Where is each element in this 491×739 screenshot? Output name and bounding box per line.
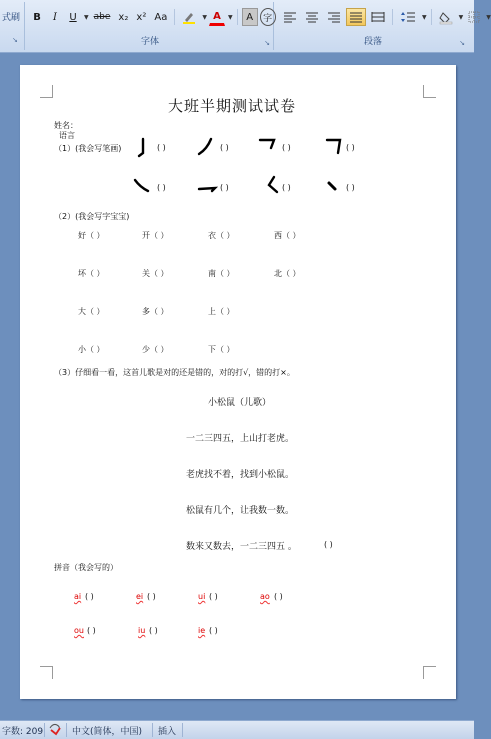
document-area[interactable] (0, 53, 474, 720)
insert-mode-status[interactable]: 插入 (158, 727, 177, 737)
word-blank[interactable]: 小（ ） (78, 345, 105, 354)
separator (431, 9, 432, 25)
proofing-status[interactable] (48, 722, 62, 738)
blank-paren[interactable]: ( ) (282, 183, 291, 192)
pinyin-syllable: ao (260, 592, 270, 601)
italic-button[interactable]: I (53, 11, 57, 23)
ribbon (0, 0, 491, 53)
separator (392, 9, 393, 25)
align-left-button[interactable] (280, 8, 300, 26)
align-left-icon (283, 11, 297, 23)
font-group-label: 字体 (140, 37, 159, 47)
margin-corner-mark (423, 85, 436, 98)
word-count[interactable]: 字数: 209 (2, 727, 44, 737)
highlighter-icon (182, 10, 196, 24)
word-blank[interactable]: 北（ ） (274, 269, 301, 278)
word-blank[interactable]: 关（ ） (142, 269, 169, 278)
blank-paren[interactable]: ( ) (274, 592, 283, 601)
font-color-dropdown-icon[interactable]: ▼ (227, 13, 233, 21)
bold-button[interactable]: B (33, 11, 41, 23)
pinyin-syllable: ui (198, 592, 206, 601)
q1-label: （1）(我会写笔画) (54, 144, 122, 153)
line-spacing-dropdown-icon[interactable]: ▼ (422, 13, 427, 21)
blank-paren[interactable]: ( ) (147, 592, 156, 601)
margin-corner-mark (423, 666, 436, 679)
distribute-button[interactable] (368, 8, 388, 26)
word-blank[interactable]: 大（ ） (78, 307, 105, 316)
poem-title: 小松鼠（儿歌） (208, 398, 272, 408)
borders-dropdown-icon[interactable]: ▼ (486, 13, 491, 21)
poem-line: 老虎找不着，找到小松鼠。 (186, 470, 295, 480)
distribute-icon (371, 11, 385, 23)
stroke-shuguo-icon (136, 137, 150, 159)
poem-line: 松鼠有几个，让我数一数。 (186, 506, 295, 516)
poem-line: 数来又数去，一二三四五 。 (186, 542, 297, 552)
superscript-button[interactable]: x² (136, 11, 147, 23)
subject-label: 语言 (59, 131, 75, 140)
blank-paren[interactable]: ( ) (220, 183, 229, 192)
name-label: 姓名： (54, 121, 78, 130)
align-center-icon (305, 11, 319, 23)
underline-dropdown-icon[interactable]: ▼ (84, 13, 89, 21)
margin-corner-mark (40, 666, 53, 679)
separator (152, 723, 153, 737)
word-blank[interactable]: 衣（ ） (208, 231, 235, 240)
word-blank[interactable]: 少（ ） (142, 345, 169, 354)
font-color-button[interactable]: A (209, 8, 225, 26)
paragraph-dialog-launcher-icon[interactable]: ↘ (459, 39, 465, 47)
word-blank[interactable]: 好（ ） (78, 231, 105, 240)
blank-paren[interactable]: ( ) (220, 143, 229, 152)
pinyin-syllable: ai (74, 592, 82, 601)
blank-paren[interactable]: ( ) (209, 592, 218, 601)
separator (66, 723, 67, 737)
blank-paren[interactable]: ( ) (282, 143, 291, 152)
word-blank[interactable]: 坏（ ） (78, 269, 105, 278)
pinyin-syllable: ou (74, 626, 84, 635)
spelling-check-icon (48, 722, 62, 735)
word-blank[interactable]: 南（ ） (208, 269, 235, 278)
q2-label: （2）(我会写字宝宝) (54, 212, 130, 221)
blank-paren[interactable]: ( ) (346, 183, 355, 192)
blank-paren[interactable]: ( ) (346, 143, 355, 152)
format-painter-label: 式刷 (2, 13, 21, 23)
blank-paren[interactable]: ( ) (157, 143, 166, 152)
font-group (27, 2, 274, 50)
align-right-icon (327, 11, 341, 23)
separator (237, 9, 238, 25)
word-blank[interactable]: 上（ ） (208, 307, 235, 316)
blank-paren[interactable]: ( ) (85, 592, 94, 601)
stroke-hengzhegou-icon (325, 137, 345, 159)
subscript-button[interactable]: x₂ (118, 11, 129, 23)
poem-line: 一二三四五，上山打老虎。 (186, 434, 295, 444)
pinyin-syllable: ei (136, 592, 144, 601)
highlight-button[interactable] (179, 8, 199, 26)
borders-button[interactable] (465, 8, 483, 26)
separator (182, 723, 183, 737)
paint-bucket-icon (439, 10, 453, 24)
word-blank[interactable]: 多（ ） (142, 307, 169, 316)
separator (44, 723, 45, 737)
language-status[interactable]: 中文(简体，中国) (72, 727, 143, 737)
clipboard-expand-icon[interactable]: ↘ (12, 36, 18, 44)
justify-icon (349, 11, 363, 23)
stroke-dian-icon (325, 179, 339, 193)
border-grid-icon (468, 11, 480, 23)
stroke-henggou-icon (197, 181, 219, 195)
blank-paren[interactable]: ( ) (157, 183, 166, 192)
document-page[interactable] (20, 65, 456, 699)
justify-button[interactable] (346, 8, 366, 26)
margin-corner-mark (40, 85, 53, 98)
pinyin-syllable: ie (198, 626, 206, 635)
separator (174, 9, 175, 25)
pinyin-label: 拼音（我会写的） (54, 563, 118, 572)
enclose-char-button[interactable]: 字 (260, 8, 276, 26)
stroke-piedian-icon (266, 175, 280, 195)
word-blank[interactable]: 开（ ） (142, 231, 169, 240)
status-bar (0, 720, 474, 739)
format-painter-group[interactable] (0, 2, 25, 50)
page-title: 大班半期测试试卷 (168, 97, 297, 115)
poem-answer-paren[interactable]: ( ) (324, 540, 333, 549)
stroke-hengzhe-icon (258, 137, 278, 157)
stroke-na-icon (132, 177, 150, 195)
shading-dropdown-icon[interactable]: ▼ (458, 13, 464, 21)
blank-paren[interactable]: ( ) (87, 626, 96, 635)
shading-button[interactable] (436, 8, 456, 26)
q3-label: （3）仔细看一看，这首儿歌是对的还是错的，对的打√，错的打×。 (54, 368, 295, 377)
line-spacing-icon (400, 11, 416, 23)
stroke-pie-icon (197, 137, 213, 157)
font-dialog-launcher-icon[interactable]: ↘ (264, 39, 270, 47)
blank-paren[interactable]: ( ) (149, 626, 158, 635)
word-blank[interactable]: 西（ ） (274, 231, 301, 240)
strikethrough-button[interactable]: abe (93, 12, 111, 22)
blank-paren[interactable]: ( ) (209, 626, 218, 635)
paragraph-group-label: 段落 (363, 37, 382, 47)
line-spacing-button[interactable] (397, 8, 419, 26)
paragraph-group (278, 2, 491, 50)
char-shading-button[interactable]: A (242, 8, 258, 26)
highlight-dropdown-icon[interactable]: ▼ (202, 13, 207, 21)
pinyin-syllable: iu (138, 626, 146, 635)
underline-button[interactable]: U (69, 11, 77, 23)
align-center-button[interactable] (302, 8, 322, 26)
change-case-button[interactable]: Aa (154, 11, 168, 23)
align-right-button[interactable] (324, 8, 344, 26)
word-blank[interactable]: 下（ ） (208, 345, 235, 354)
